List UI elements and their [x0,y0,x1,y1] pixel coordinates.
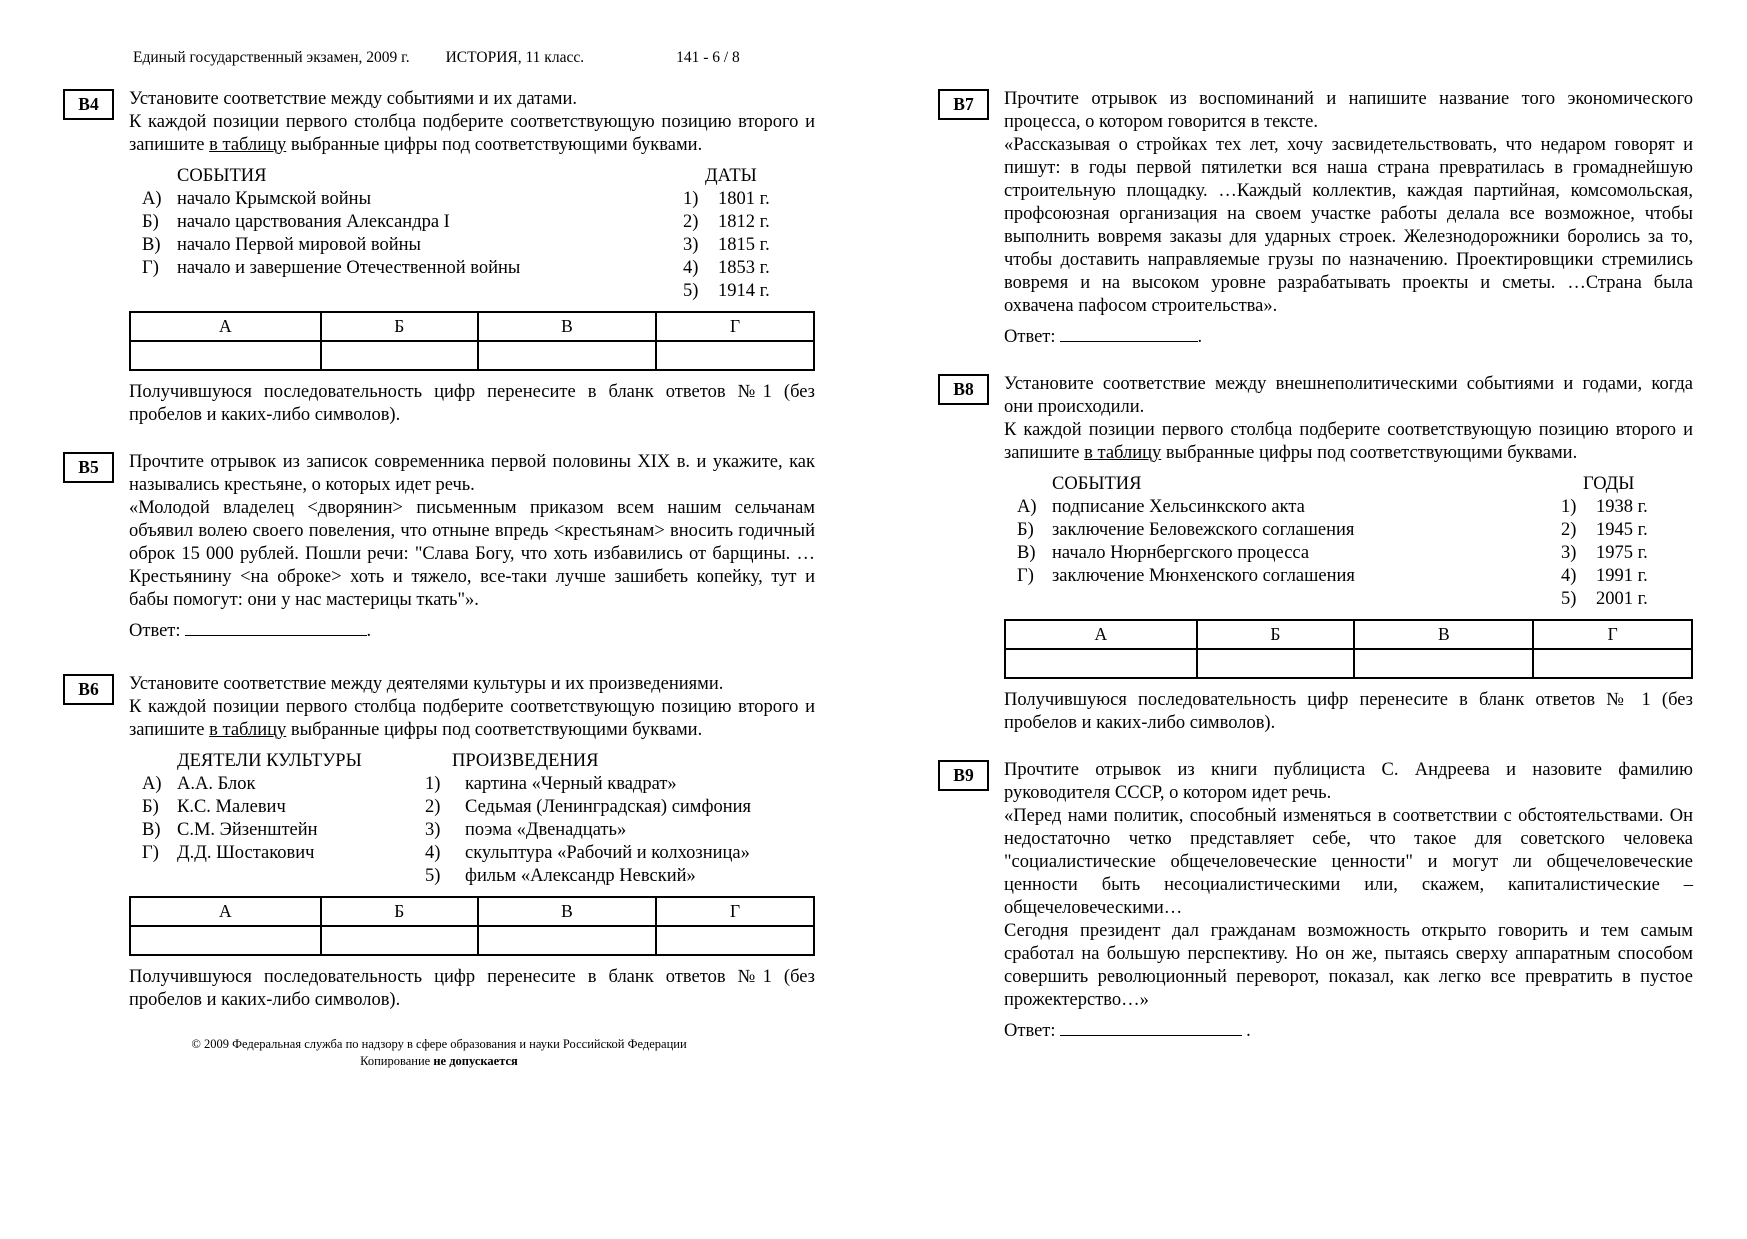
b9-quote-part1: «Перед нами политик, способный изменяться в соответствии с обстоятельствами. Он недостаточно четко представляет себе, что такое для советского человека "социалистические общечеловеческие ценности" и могут ли общечеловеческие ценности быть несоциалистическими или, скажем, капиталистические – общечеловеческими… [1004,806,1693,918]
page-footer [63,1036,815,1070]
question-b6-number: В6 [63,674,114,705]
answer-header-cell: А [130,897,321,926]
answer-input-cell [478,926,656,955]
match-item: В) начало Первой мировой войны [142,235,421,255]
match-option: 1) 1801 г. [683,189,770,209]
match-option: 1) 1938 г. [1561,497,1648,517]
b6-matching-section [129,750,815,888]
copyright-line: © 2009 Федеральная служба по надзору в сфере образования и науки Российской Федерации [191,1037,687,1051]
match-option: 5) 2001 г. [1561,589,1648,609]
b4-answer-table [129,311,815,371]
b8-answer-input-row [1005,649,1692,678]
b4-right-header: ДАТЫ [705,166,757,186]
question-b8-number: В8 [938,374,989,405]
b4-instruction: К каждой позиции первого столбца подберите соответствующую позицию второго и запишите в таблицу выбранные цифры под соответствующими буквами. [129,112,815,155]
match-item: А) начало Крымской войны [142,189,372,209]
b8-right-header: ГОДЫ [1583,474,1635,494]
b4-transfer-note: Получившуюся последовательность цифр перенесите в бланк ответов №1 (без пробелов и каких-либо символов). [129,382,815,425]
question-b5-body [129,451,815,643]
b6-transfer-note: Получившуюся последовательность цифр перенесите в бланк ответов №1 (без пробелов и каких-либо символов). [129,967,815,1010]
copy-prohibited-line: Копирование не допускается [360,1054,518,1068]
question-b4 [63,88,815,427]
b7-intro: Прочтите отрывок из воспоминаний и напишите название того экономического процесса, о котором говорится в тексте. [1004,89,1693,132]
answer-input-cell [656,341,814,370]
b7-answer-line: Ответ: . [1004,327,1203,347]
answer-input-cell [321,926,478,955]
match-option: 3) поэма «Двенадцать» [425,820,627,840]
answer-input-cell [321,341,478,370]
b4-intro: Установите соответствие между событиями и их датами. [129,89,578,109]
match-option: 2) Седьмая (Ленинградская) симфония [425,797,752,817]
b6-figures-column [129,750,412,888]
answer-input-cell [1005,649,1197,678]
match-item: Г) начало и завершение Отечественной войны [142,258,521,278]
question-b5 [63,451,815,643]
answer-input-cell [1354,649,1533,678]
b6-instruction: К каждой позиции первого столбца подберите соответствующую позицию второго и запишите в таблицу выбранные цифры под соответствующими буквами. [129,697,815,740]
b4-answer-header-row [130,312,814,341]
b9-quote-part2: Сегодня президент дал гражданам возможность открыто говорить и тем самым сработал на большую перспективу. Но он же, пытаясь сверху аппаратным способом совершить революционный переворот, показал, как легко все превратить в пустое прожектерство…» [1004,921,1693,1010]
left-column [63,88,815,1070]
b5-quote: «Молодой владелец <дворянин> письменным приказом всем нашим сельчанам объявил волею своего повеления, что отныне впредь <крестьянам> вносить годичный оброк 15 000 рублей. Пошли речи: "Слава Богу, что хоть избавились от барщины. …Крестьянину <на оброке> хоть и тяжело, все-таки лучше зашибеть копейку, тут и бабы помогут: они у нас мастерицы ткать"». [129,498,815,610]
b8-matching-section [1004,473,1693,611]
b9-intro: Прочтите отрывок из книги публициста С. Андреева и назовите фамилию руководителя СССР, о котором идет речь. [1004,760,1693,803]
underlined-phrase: в таблицу [209,135,287,155]
answer-header-cell: Г [656,897,814,926]
b6-answer-header-row [130,897,814,926]
b6-intro: Установите соответствие между деятелями культуры и их произведениями. [129,674,724,694]
answer-input-cell [656,926,814,955]
question-b6-body [129,673,815,1012]
question-b8 [938,373,1693,735]
match-item: В) С.М. Эйзенштейн [142,820,318,840]
match-option: 4) 1991 г. [1561,566,1648,586]
b6-right-header: ПРОИЗВЕДЕНИЯ [452,751,599,771]
answer-blank [185,620,367,636]
question-b7-number: В7 [938,89,989,120]
question-b8-body [1004,373,1693,735]
question-b9 [938,759,1693,1043]
b5-answer-line: Ответ: . [129,621,372,641]
match-item: Б) начало царствования Александра I [142,212,450,232]
match-option: 3) 1815 г. [683,235,770,255]
b7-quote: «Рассказывая о стройках тех лет, хочу засвидетельствовать, что недаром говорят и пишут: в годы первой пятилетки вся наша страна превратилась в громаднейшую строительную площадку. …Каждый коллектив, каждая партийная, комсомольская, профсоюзная организация на своем участке работы делала все возможное, чтобы выполнить вовремя заказы для ударных строек. Железнодорожники боролись за то, чтобы доставить направляемые грузы по назначению. Проектировщики стремились вовремя и на высоком уровне разрабатывать проекты и сметы. …Страна была охвачена пафосом строительства». [1004,135,1693,316]
b8-intro: Установите соответствие между внешнеполитическими событиями и годами, когда они происходили. [1004,374,1693,417]
match-item: А) А.А. Блок [142,774,256,794]
match-option: 1) картина «Черный квадрат» [425,774,677,794]
answer-label: Ответ: [1004,1021,1056,1041]
b4-dates-column [670,165,815,303]
b4-matching-section [129,165,815,303]
match-item: Г) заключение Мюнхенского соглашения [1017,566,1355,586]
b8-answer-header-row [1005,620,1692,649]
question-b9-body [1004,759,1693,1043]
match-option: 4) скульптура «Рабочий и колхозница» [425,843,750,863]
answer-blank [1060,1020,1242,1036]
answer-header-cell: А [130,312,321,341]
subject-title: ИСТОРИЯ, 11 класс. [445,49,585,66]
b8-years-column [1548,473,1693,611]
answer-header-cell: В [478,312,656,341]
exam-title: Единый государственный экзамен, 2009 г. [133,49,410,66]
match-item: Г) Д.Д. Шостакович [142,843,315,863]
underlined-phrase: в таблицу [209,720,287,740]
match-item: Б) К.С. Малевич [142,797,286,817]
b5-intro: Прочтите отрывок из записок современника первой половины XIX в. и укажите, как назывались крестьяне, о которых идет речь. [129,452,815,495]
match-option: 5) фильм «Александр Невский» [425,866,696,886]
answer-label: Ответ: [129,621,181,641]
answer-header-cell: Г [656,312,814,341]
match-option: 4) 1853 г. [683,258,770,278]
b6-left-header: ДЕЯТЕЛИ КУЛЬТУРЫ [177,751,362,771]
answer-input-cell [1533,649,1692,678]
match-option: 2) 1812 г. [683,212,770,232]
b6-answer-input-row [130,926,814,955]
match-item: А) подписание Хельсинкского акта [1017,497,1305,517]
b9-answer-line: Ответ: . [1004,1021,1251,1041]
b6-answer-table [129,896,815,956]
b4-events-column [129,165,670,303]
answer-header-cell: В [478,897,656,926]
question-b6 [63,673,815,1012]
b4-left-header: СОБЫТИЯ [177,166,267,186]
match-item: В) начало Нюрнбергского процесса [1017,543,1310,563]
b8-transfer-note: Получившуюся последовательность цифр перенесите в бланк ответов № 1 (без пробелов и каких-либо символов). [1004,690,1693,733]
page-header [133,46,740,69]
b8-events-column [1004,473,1548,611]
question-b5-number: В5 [63,452,114,483]
match-option: 3) 1975 г. [1561,543,1648,563]
match-option: 5) 1914 г. [683,281,770,301]
match-item: Б) заключение Беловежского соглашения [1017,520,1355,540]
b4-answer-input-row [130,341,814,370]
right-column [938,88,1693,1043]
answer-header-cell: Б [1197,620,1355,649]
question-b9-number: В9 [938,760,989,791]
answer-header-cell: Б [321,312,478,341]
b6-works-column [412,750,815,888]
answer-input-cell [478,341,656,370]
answer-blank [1060,326,1198,342]
b8-answer-table [1004,619,1693,679]
answer-header-cell: Г [1533,620,1692,649]
answer-input-cell [1197,649,1355,678]
b8-instruction: К каждой позиции первого столбца подберите соответствующую позицию второго и запишите в таблицу выбранные цифры под соответствующими буквами. [1004,420,1693,463]
question-b7-body [1004,88,1693,349]
answer-input-cell [130,341,321,370]
variant-code: 141 - 6 / 8 [676,49,740,66]
question-b4-number: В4 [63,89,114,120]
question-b7 [938,88,1693,349]
answer-header-cell: Б [321,897,478,926]
match-option: 2) 1945 г. [1561,520,1648,540]
answer-header-cell: А [1005,620,1197,649]
b8-left-header: СОБЫТИЯ [1052,474,1142,494]
underlined-phrase: в таблицу [1084,443,1162,463]
question-b4-body [129,88,815,427]
answer-header-cell: В [1354,620,1533,649]
answer-label: Ответ: [1004,327,1056,347]
answer-input-cell [130,926,321,955]
